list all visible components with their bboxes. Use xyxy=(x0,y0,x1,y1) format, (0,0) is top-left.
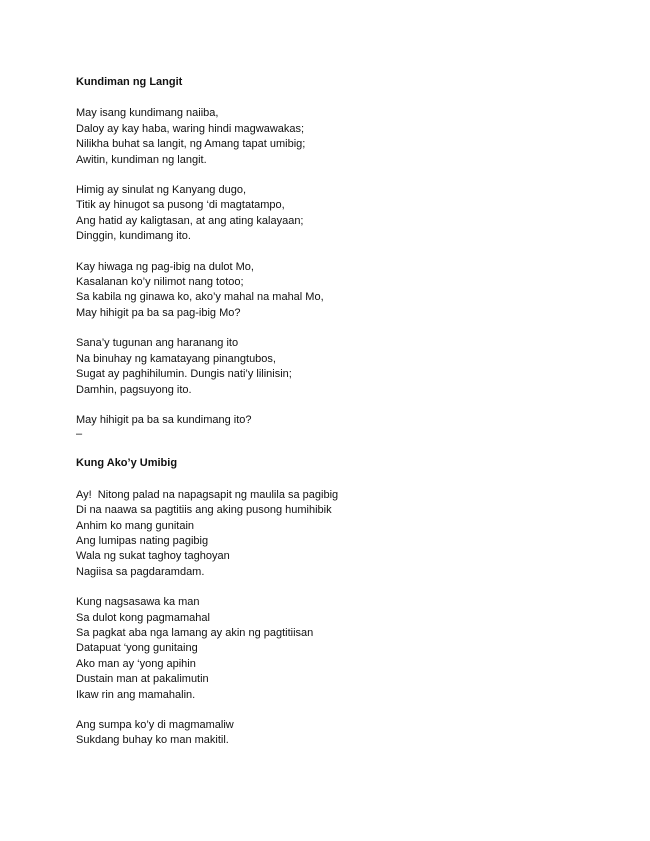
poem-line: Daloy ay kay haba, waring hindi magwawakas; xyxy=(76,122,305,135)
poem-line: Sa dulot kong pagmamahal xyxy=(76,611,210,624)
poem1-stanza-2 xyxy=(76,183,596,245)
poem-line: Ang lumipas nating pagibig xyxy=(76,534,209,547)
poem-line: Di na naawa sa pagtitiis ang aking pusong humihibik xyxy=(76,504,332,517)
poem-line: Awitin, kundiman ng langit. xyxy=(76,153,207,166)
poem-line: Wala ng sukat taghoy taghoyan xyxy=(76,550,230,563)
poem-line: Sa pagkat aba nga lamang ay akin ng pagtitiisan xyxy=(76,626,314,639)
poem-title-kung-akoy-umibig: Kung Ako’y Umibig xyxy=(76,457,178,470)
poem-line: Titik ay hinugot sa pusong ‘di magtatampo, xyxy=(76,199,285,212)
poem-line: Ang sumpa ko’y di magmamaliw xyxy=(76,719,234,731)
poem-line: Ako man ay ‘yong apihin xyxy=(76,657,196,670)
poem-end-mark: – xyxy=(76,428,83,441)
poem-line: Sukdang buhay ko man makitil. xyxy=(76,734,229,747)
poem1-stanza-5 xyxy=(76,413,596,428)
poem1-stanza-1 xyxy=(76,106,596,168)
poem-line: Kasalanan ko’y nilimot nang totoo; xyxy=(76,276,244,289)
poem-line: Damhin, pagsuyong ito. xyxy=(76,383,192,396)
poem-title-kundiman-ng-langit: Kundiman ng Langit xyxy=(76,76,183,88)
poem-line: May hihigit pa ba sa kundimang ito? xyxy=(76,413,252,426)
poem-line: Na binuhay ng kamatayang pinangtubos, xyxy=(76,352,276,365)
poem-line: Nilikha buhat sa langit, ng Amang tapat umibig; xyxy=(76,138,306,151)
poem-line: Kay hiwaga ng pag-ibig na dulot Mo, xyxy=(76,260,254,273)
poem-line: Dustain man at pakalimutin xyxy=(76,673,209,686)
poem-line: Ang hatid ay kaligtasan, at ang ating kalayaan; xyxy=(76,214,304,227)
poem-line: Sa kabila ng ginawa ko, ako’y mahal na mahal Mo, xyxy=(76,291,324,304)
poem-line: Anhim ko mang gunitain xyxy=(76,519,195,532)
poem2-stanza-3 xyxy=(76,718,596,749)
poem-line: Nagiisa sa pagdaramdam. xyxy=(76,565,205,578)
poem-line: Himig ay sinulat ng Kanyang dugo, xyxy=(76,184,246,197)
poem-line: Sugat ay paghihilumin. Dungis nati’y lilinisin; xyxy=(76,368,292,381)
poem2-stanza-1 xyxy=(76,488,596,580)
poem-line: May hihigit pa ba sa pag-ibig Mo? xyxy=(76,306,241,319)
poem1-stanza-3 xyxy=(76,260,596,322)
poem-line: Datapuat ‘yong gunitaing xyxy=(76,642,198,655)
poem2-stanza-2 xyxy=(76,595,596,703)
poem-line: Ay! Nitong palad na napagsapit ng maulila sa pagibig xyxy=(76,488,339,501)
poem-line: Kung nagsasawa ka man xyxy=(76,596,200,609)
poem-line: May isang kundimang naiiba, xyxy=(76,107,219,120)
poem1-stanza-4 xyxy=(76,336,596,398)
document-body xyxy=(76,75,596,764)
poem-line: Dinggin, kundimang ito. xyxy=(76,230,191,243)
poem-line: Sana’y tugunan ang haranang ito xyxy=(76,337,239,350)
poem-line: Ikaw rin ang mamahalin. xyxy=(76,688,196,701)
